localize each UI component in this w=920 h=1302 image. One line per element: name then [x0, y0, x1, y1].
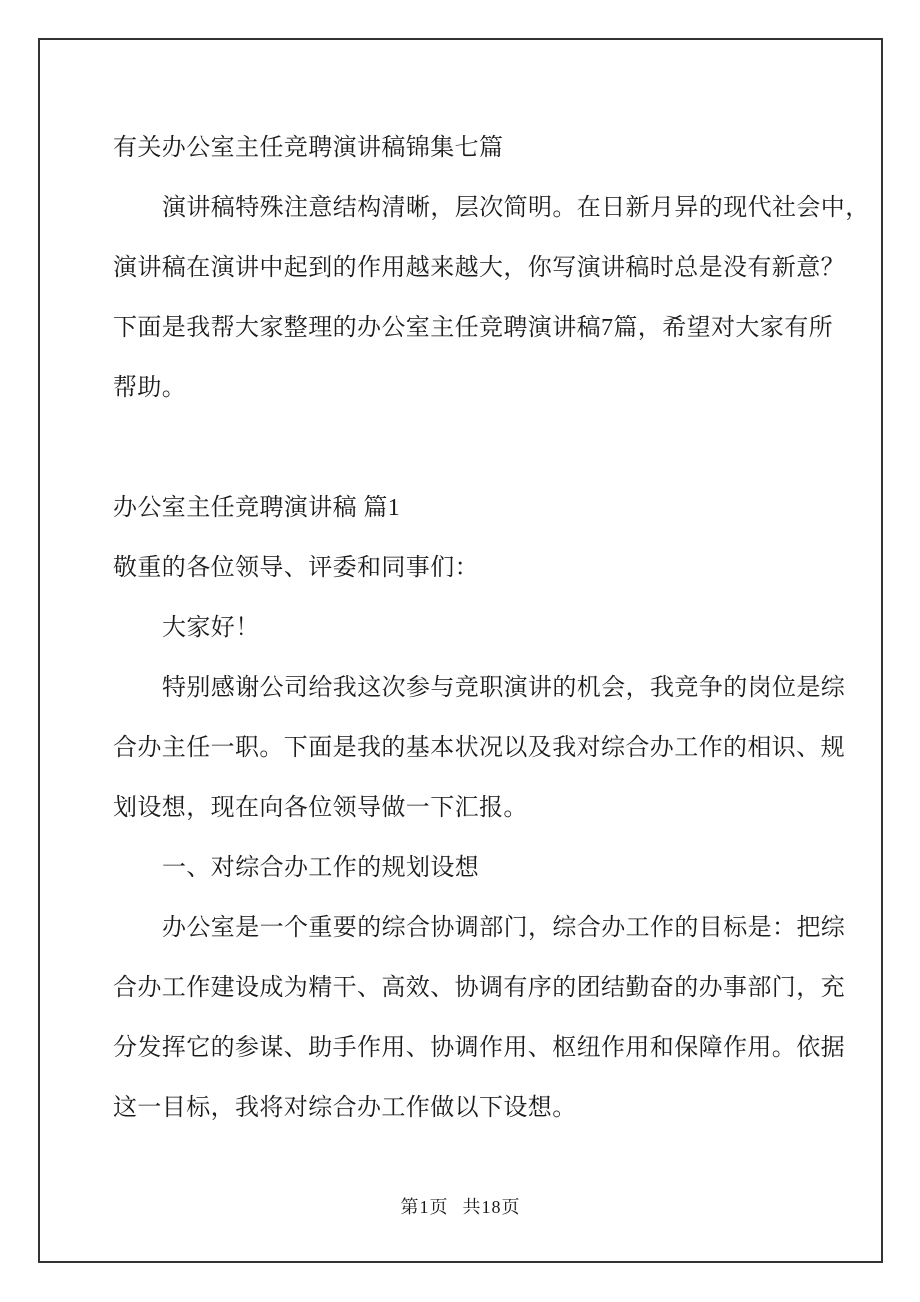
text-line: 划设想，现在向各位领导做一下汇报。: [113, 795, 528, 821]
text-line: 合办主任一职。下面是我的基本状况以及我对综合办工作的相识、规: [113, 735, 845, 761]
text-line: 敬重的各位领导、评委和同事们：: [113, 555, 479, 581]
page-footer: [40, 1195, 881, 1219]
text-line: 大家好！: [162, 615, 260, 641]
section-heading: 办公室主任竞聘演讲稿 篇1: [113, 495, 401, 521]
text-line: 帮助。: [113, 375, 187, 401]
blank-line: [113, 418, 851, 478]
current-page-label: 第1页: [400, 1197, 449, 1217]
text-line: 分发挥它的参谋、助手作用、协调作用、枢纽作用和保障作用。依据: [113, 1035, 845, 1061]
text-line: 演讲稿特殊注意结构清晰，层次简明。在日新月异的现代社会中，: [162, 195, 870, 221]
text-line: 办公室是一个重要的综合协调部门，综合办工作的目标是：把综: [162, 915, 846, 941]
text-line: 特别感谢公司给我这次参与竞职演讲的机会，我竞争的岗位是综: [162, 675, 846, 701]
text-line: 这一目标，我将对综合办工作做以下设想。: [113, 1095, 577, 1121]
total-pages-label: 共18页: [462, 1197, 521, 1217]
text-line: 一、对综合办工作的规划设想: [162, 855, 480, 881]
page-border: [38, 38, 883, 1263]
text-line: 下面是我帮大家整理的办公室主任竞聘演讲稿7篇，希望对大家有所: [113, 315, 833, 341]
document-content: [113, 118, 870, 1138]
document-title: 有关办公室主任竞聘演讲稿锦集七篇: [113, 135, 504, 161]
text-line: 合办工作建设成为精干、高效、协调有序的团结勤奋的办事部门，充: [113, 975, 845, 1001]
text-line: 演讲稿在演讲中起到的作用越来越大，你写演讲稿时总是没有新意？: [113, 255, 845, 281]
